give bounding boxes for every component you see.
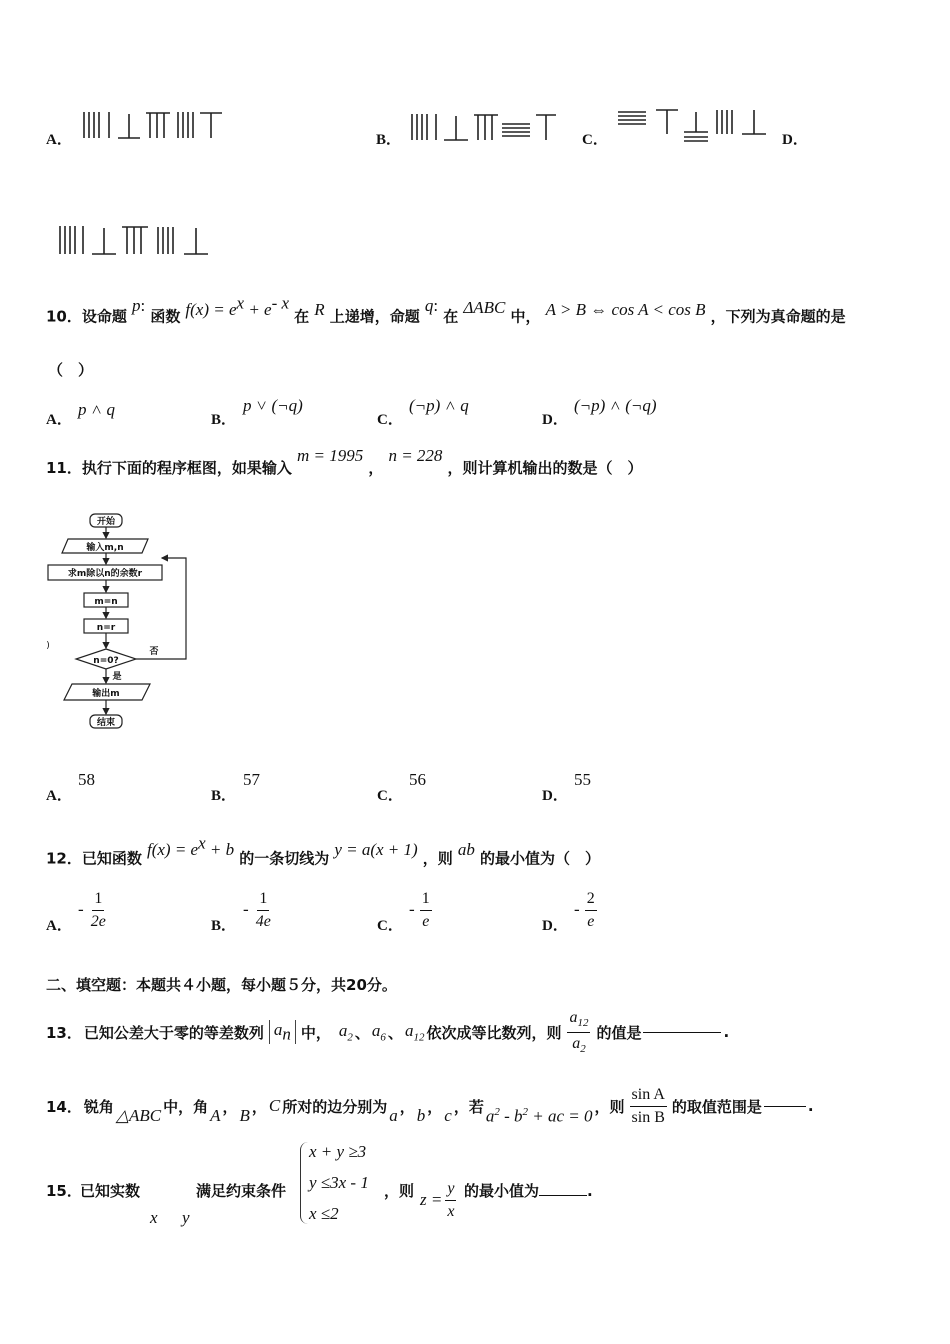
q10-option-b: p ˅ (¬q) <box>243 396 303 415</box>
q15-answer-blank[interactable] <box>539 1195 587 1196</box>
q10-paren: （ ） <box>48 361 94 379</box>
q12-option-c-label: C． <box>377 918 403 934</box>
q11-option-d: 55 <box>574 770 591 789</box>
q9-option-a-rod-numeral <box>82 110 227 142</box>
q12-option-b: - $\frac{1}{4e}$ <box>243 890 271 930</box>
q15-constraint-1: x + y ≥3 <box>309 1142 367 1161</box>
flow-edge-mark: ) <box>46 641 50 651</box>
q13-answer-blank[interactable] <box>643 1032 721 1033</box>
q10-option-a: p ˄ q <box>78 400 115 419</box>
q15-var-x: x <box>150 1208 158 1227</box>
q12-option-d: - $\frac{2}{e}$ <box>574 890 595 930</box>
q12-stem: 12．已知函数 $f(x) = e^x + b$ 的一条切线为 y = a(x + 1) ，则 ab 的最小值为（ ） <box>46 834 600 868</box>
q11-option-c-label: C． <box>377 788 403 804</box>
q11-flowchart <box>44 508 194 733</box>
q14-stem: 14． 锐角 △ABC 中，角 A ， B ， C 所对的边分别为 a ， b ， c ，若 $a^2 - b^2$ + ac = 0 ，则 $\frac{\text{sin A}}{\text{sin B}}$ 的取值范围是 . <box>46 1085 814 1126</box>
flow-yes-label: 是 <box>112 672 122 682</box>
q12-option-d-label: D． <box>542 918 568 934</box>
q15-tail: 的最小值为 . <box>464 1182 593 1200</box>
q9-option-a-label: A． <box>46 132 72 148</box>
q12-option-a: - $\frac{1}{2e}$ <box>78 890 106 930</box>
q12-option-a-label: A． <box>46 918 72 934</box>
q12-option-b-label: B． <box>211 918 237 934</box>
flow-output-label: 输出m <box>92 689 120 699</box>
q9-option-b-label: B． <box>376 132 402 148</box>
q10-option-c-label: C． <box>377 412 403 428</box>
q9-option-d-rod-numeral <box>58 224 213 258</box>
q15-objective: z = $\frac{y}{x}$ <box>420 1180 455 1220</box>
q11-option-b-label: B． <box>211 788 237 804</box>
flow-no-label: 否 <box>149 647 159 657</box>
flow-assign-n-label: n=r <box>96 623 116 633</box>
q15-var-y: y <box>182 1208 190 1227</box>
q9-option-d-label: D． <box>782 132 808 148</box>
section-2-title: 二、填空题：本题共４小题，每小题５分，共20分。 <box>46 976 397 994</box>
q11-option-a: 58 <box>78 770 95 789</box>
flow-condition-label: n=0? <box>93 656 119 666</box>
q11-option-c: 56 <box>409 770 426 789</box>
q9-option-c-rod-numeral <box>616 104 771 144</box>
q11-option-a-label: A． <box>46 788 72 804</box>
q13-stem: 13． 已知公差大于零的等差数列 $a_n$ 中， $a_2$ 、 $a_6$ 、 $a_{12}$ 依次成等比数列，则 $\frac{a_{12}}{a_2}$ 的值是 . <box>46 1009 730 1055</box>
q11-stem: 11．执行下面的程序框图，如果输入 m = 1995 ， n = 228 ，则计算机输出的数是（ ） <box>46 446 643 477</box>
q15-constraint-system <box>300 1142 369 1224</box>
q15-constraint-3: x ≤2 <box>309 1204 339 1223</box>
flow-start-label: 开始 <box>96 517 116 527</box>
flow-remainder-label: 求m除以n的余数r <box>67 569 143 579</box>
q14-answer-blank[interactable] <box>764 1106 806 1107</box>
q9-option-c-label: C． <box>582 132 608 148</box>
q15-text-1: 已知实数 <box>80 1182 141 1200</box>
q10-option-b-label: B． <box>211 412 237 428</box>
q10-option-d: (¬p) ˄ (¬q) <box>574 396 657 415</box>
q15-number: 15． <box>46 1182 82 1200</box>
q10-option-c: (¬p) ˄ q <box>409 396 469 415</box>
flow-assign-m-label: m=n <box>94 597 118 607</box>
q12-option-c: - $\frac{1}{e}$ <box>409 890 430 930</box>
q10-option-d-label: D． <box>542 412 568 428</box>
q11-option-d-label: D． <box>542 788 568 804</box>
flow-end-label: 结束 <box>96 718 116 728</box>
flow-input-label: 输入m,n <box>86 543 124 553</box>
q15-text-3: ，则 <box>384 1182 415 1200</box>
q9-option-b-rod-numeral <box>410 110 560 144</box>
q11-option-b: 57 <box>243 770 260 789</box>
q10-stem: 10．设命题 p: 函数 $f(x) = e^x + e^{- x}$ 在 R 上递增，命题 q: 在 ΔABC 中， A > B ⇔ cos A < cos B ，下列为真命题的是 <box>46 294 846 326</box>
q15-constraint-2: y ≤3x - 1 <box>309 1173 369 1192</box>
q10-option-a-label: A． <box>46 412 72 428</box>
q15-text-2: 满足约束条件 <box>196 1182 287 1200</box>
